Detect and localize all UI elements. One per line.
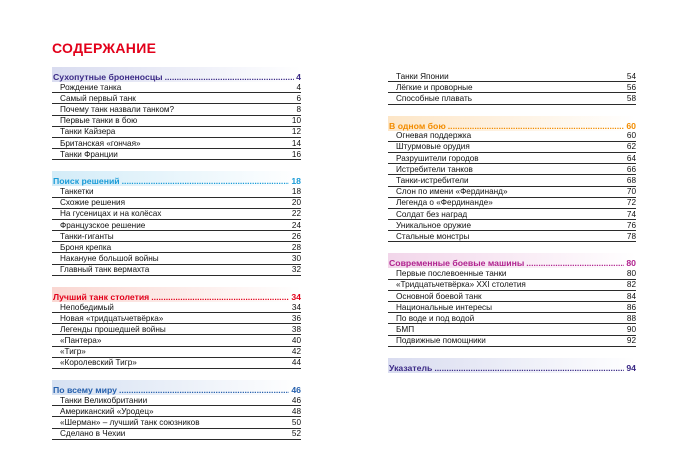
entry-page: 44 xyxy=(291,358,301,368)
entry-title: Способные плавать xyxy=(396,94,472,104)
toc-entry[interactable] xyxy=(52,93,301,104)
entry-page: 38 xyxy=(291,324,301,334)
entry-title: Танки Японии xyxy=(396,71,449,81)
toc-entry[interactable] xyxy=(388,220,636,231)
entry-page: 12 xyxy=(291,127,301,137)
entry-title: «Пантера» xyxy=(60,336,102,346)
entry-title: Схожие решения xyxy=(60,198,126,208)
entry-title: Танки-гиганты xyxy=(60,231,114,241)
entry-page: 34 xyxy=(291,302,301,312)
toc-entry[interactable] xyxy=(52,104,301,115)
entry-title: «Королевский Тигр» xyxy=(60,358,137,368)
dot-leader xyxy=(119,385,289,395)
toc-entry[interactable] xyxy=(52,406,301,417)
section-title: Указатель xyxy=(389,362,433,373)
entry-title: Главный танк вермахта xyxy=(60,265,150,275)
toc-entry[interactable] xyxy=(52,335,301,346)
entry-page: 72 xyxy=(626,198,636,208)
toc-entry[interactable] xyxy=(388,153,636,164)
toc-entry[interactable] xyxy=(52,313,301,324)
entry-title: По воде и под водой xyxy=(396,313,475,323)
toc-entry[interactable] xyxy=(388,175,636,186)
section-title: Лучший танк столетия xyxy=(53,291,150,302)
entry-page: 30 xyxy=(291,254,301,264)
toc-entry[interactable] xyxy=(52,302,301,313)
section-heading[interactable] xyxy=(52,171,301,186)
page-title: СОДЕРЖАНИЕ xyxy=(52,40,157,56)
entry-page: 84 xyxy=(626,291,636,301)
entry-title: Броня крепка xyxy=(60,242,112,252)
entry-page: 68 xyxy=(626,176,636,185)
entry-title: «Шерман» – лучший танк союзников xyxy=(60,418,200,427)
entry-title: Легенды прошедшей войны xyxy=(60,324,166,334)
entry-page: 18 xyxy=(291,187,301,196)
entry-page: 90 xyxy=(626,325,636,335)
entry-title: Лёгкие и проворные xyxy=(396,82,473,92)
entry-title: «Тридцатьчетвёрка» XXI столетия xyxy=(396,280,526,290)
toc-section-continued xyxy=(388,71,636,105)
entry-page: 46 xyxy=(291,395,301,405)
toc-entry[interactable] xyxy=(52,395,301,406)
toc-section xyxy=(388,116,636,243)
entry-page: 48 xyxy=(291,406,301,416)
entry-title: Легенда о «Фердинанде» xyxy=(396,198,493,208)
section-heading[interactable] xyxy=(52,67,301,82)
entry-page: 40 xyxy=(291,336,301,346)
section-heading[interactable] xyxy=(388,253,636,268)
dot-leader xyxy=(165,72,295,82)
section-page: 18 xyxy=(291,176,301,187)
entry-title: Рождение танка xyxy=(60,82,122,92)
entry-title: Уникальное оружие xyxy=(396,220,471,230)
entry-page: 42 xyxy=(291,347,301,357)
toc-entry[interactable] xyxy=(388,142,636,153)
toc-entry[interactable] xyxy=(388,93,636,104)
section-page: 80 xyxy=(626,258,636,269)
section-page: 60 xyxy=(626,120,636,131)
toc-column-left xyxy=(52,67,301,451)
section-page: 94 xyxy=(626,362,636,373)
entry-title: Танкетки xyxy=(60,187,94,196)
toc-entry[interactable] xyxy=(388,336,636,347)
toc-entry[interactable] xyxy=(52,82,301,93)
entry-page: 58 xyxy=(626,94,636,104)
entry-page: 6 xyxy=(296,93,301,103)
toc-entry[interactable] xyxy=(388,131,636,142)
section-title: Сухопутные броненосцы xyxy=(53,72,163,82)
entry-page: 88 xyxy=(626,313,636,323)
entry-page: 36 xyxy=(291,313,301,323)
entry-title: Новая «тридцатьчетвёрка» xyxy=(60,313,164,323)
toc-section xyxy=(388,253,636,346)
entry-page: 26 xyxy=(291,231,301,241)
entry-page: 76 xyxy=(626,220,636,230)
entry-title: Танки-истребители xyxy=(396,176,469,185)
toc-entry[interactable] xyxy=(388,209,636,220)
toc-entry[interactable] xyxy=(388,187,636,198)
toc-column-right xyxy=(388,67,636,384)
toc-entry[interactable] xyxy=(388,280,636,291)
entry-page: 92 xyxy=(626,336,636,346)
entry-title: Солдат без наград xyxy=(396,209,468,219)
entry-page: 60 xyxy=(626,131,636,141)
toc-entry[interactable] xyxy=(52,417,301,428)
toc-entry[interactable] xyxy=(388,291,636,302)
toc-entry[interactable] xyxy=(52,429,301,440)
entry-title: Британская «гончая» xyxy=(60,138,141,148)
dot-leader xyxy=(526,258,624,268)
entry-title: Накануне большой войны xyxy=(60,254,159,264)
toc-entry[interactable] xyxy=(52,198,301,209)
entry-title: Основной боевой танк xyxy=(396,291,482,301)
entry-page: 52 xyxy=(291,429,301,439)
section-page: 46 xyxy=(291,384,301,395)
entry-page: 56 xyxy=(626,82,636,92)
entry-title: Почему танк назвали танком? xyxy=(60,105,175,115)
toc-section xyxy=(388,358,636,373)
entry-title: Слон по имени «Фердинанд» xyxy=(396,187,508,197)
entry-title: Штурмовые орудия xyxy=(396,142,470,152)
entry-page: 28 xyxy=(291,242,301,252)
dot-leader xyxy=(448,121,625,131)
entry-page: 16 xyxy=(291,149,301,159)
entry-title: БМП xyxy=(396,325,415,335)
entry-page: 82 xyxy=(626,280,636,290)
toc-entry[interactable] xyxy=(388,302,636,313)
entry-page: 14 xyxy=(291,138,301,148)
dot-leader xyxy=(151,292,289,302)
toc-entry[interactable] xyxy=(52,149,301,160)
entry-page: 66 xyxy=(626,164,636,174)
section-title: Поиск решений xyxy=(53,176,120,187)
entry-page: 50 xyxy=(291,418,301,427)
toc-entry[interactable] xyxy=(388,313,636,324)
toc-section xyxy=(52,67,301,160)
entry-title: Истребители танков xyxy=(396,164,473,174)
entry-title: Первые послевоенные танки xyxy=(396,269,507,279)
section-page: 34 xyxy=(291,291,301,302)
entry-title: Танки Франции xyxy=(60,149,118,159)
toc-entry[interactable] xyxy=(388,268,636,279)
entry-page: 70 xyxy=(626,187,636,197)
entry-title: Огневая поддержка xyxy=(396,131,472,141)
section-heading[interactable] xyxy=(52,287,301,302)
entry-title: Танки Великобритании xyxy=(60,395,148,405)
entry-title: На гусеницах и на колёсах xyxy=(60,209,162,219)
entry-title: Самый первый танк xyxy=(60,93,136,103)
entry-page: 86 xyxy=(626,302,636,312)
toc-entry[interactable] xyxy=(388,71,636,82)
entry-title: Американский «Уродец» xyxy=(60,406,154,416)
toc-entry[interactable] xyxy=(388,198,636,209)
toc-entry[interactable] xyxy=(52,253,301,264)
section-heading[interactable] xyxy=(388,358,636,373)
toc-entry[interactable] xyxy=(52,265,301,276)
entry-page: 74 xyxy=(626,209,636,219)
entry-page: 78 xyxy=(626,231,636,241)
dot-leader xyxy=(434,363,624,373)
entry-title: Национальные интересы xyxy=(396,302,493,312)
toc-entry[interactable] xyxy=(52,231,301,242)
entry-page: 64 xyxy=(626,153,636,163)
toc-entry[interactable] xyxy=(52,358,301,369)
section-title: В одном бою xyxy=(389,120,446,131)
toc-entry[interactable] xyxy=(52,127,301,138)
entry-page: 62 xyxy=(626,142,636,152)
section-heading[interactable] xyxy=(52,380,301,395)
toc-entry[interactable] xyxy=(52,242,301,253)
toc-entry[interactable] xyxy=(52,347,301,358)
entry-title: Подвижные помощники xyxy=(396,336,486,346)
entry-title: Французское решение xyxy=(60,220,146,230)
entry-title: Первые танки в бою xyxy=(60,116,138,126)
entry-title: Непобедимый xyxy=(60,302,114,312)
entry-title: Стальные монстры xyxy=(396,231,470,241)
entry-page: 80 xyxy=(626,269,636,279)
toc-entry[interactable] xyxy=(52,220,301,231)
toc-entry[interactable] xyxy=(52,186,301,197)
toc-entry[interactable] xyxy=(52,209,301,220)
toc-entry[interactable] xyxy=(52,324,301,335)
section-title: По всему миру xyxy=(53,384,117,395)
section-title: Современные боевые машины xyxy=(389,258,525,269)
toc-entry[interactable] xyxy=(52,138,301,149)
entry-title: «Тигр» xyxy=(60,347,86,357)
entry-page: 24 xyxy=(291,220,301,230)
entry-page: 8 xyxy=(296,105,301,115)
entry-page: 4 xyxy=(296,82,301,92)
toc-section xyxy=(52,287,301,369)
toc-entry[interactable] xyxy=(388,324,636,335)
toc-entry[interactable] xyxy=(388,82,636,93)
dot-leader xyxy=(122,176,290,186)
entry-title: Разрушители городов xyxy=(396,153,479,163)
section-page: 4 xyxy=(296,72,301,82)
entry-title: Танки Кайзера xyxy=(60,127,116,137)
entry-page: 22 xyxy=(291,209,301,219)
section-heading[interactable] xyxy=(388,116,636,131)
toc-section xyxy=(52,380,301,440)
toc-entry[interactable] xyxy=(388,164,636,175)
entry-page: 10 xyxy=(291,116,301,126)
entry-page: 54 xyxy=(626,71,636,81)
toc-section xyxy=(52,171,301,276)
entry-page: 20 xyxy=(291,198,301,208)
toc-entry[interactable] xyxy=(52,116,301,127)
entry-page: 32 xyxy=(291,265,301,275)
entry-title: Сделано в Чехии xyxy=(60,429,126,439)
toc-entry[interactable] xyxy=(388,231,636,242)
